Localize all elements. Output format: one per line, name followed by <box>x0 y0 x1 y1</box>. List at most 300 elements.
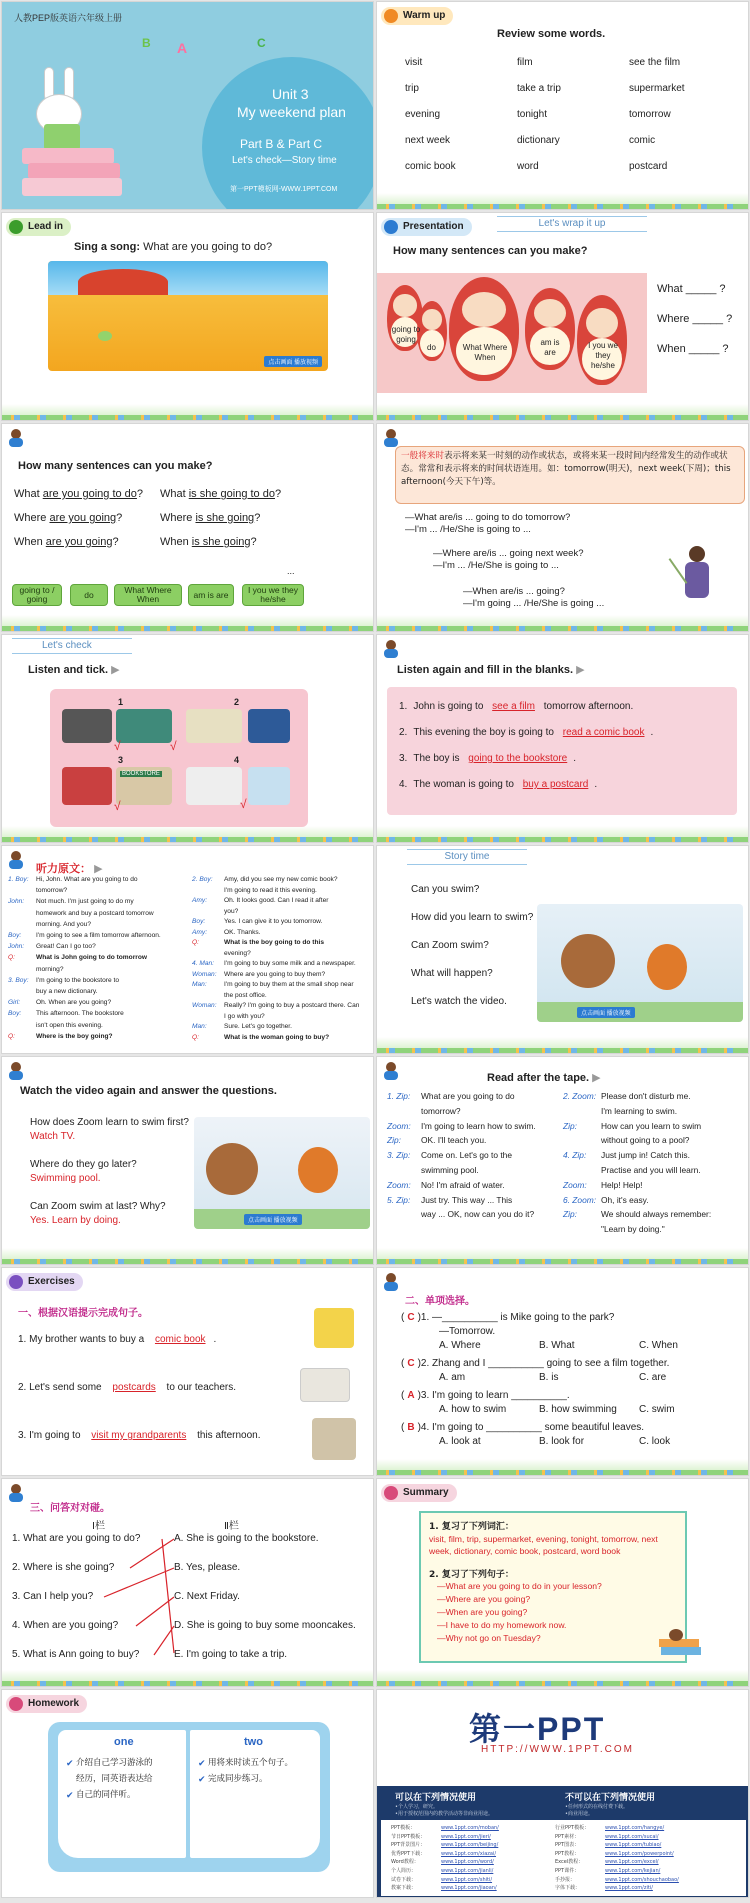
summary-sentence: —Why not go on Tuesday? <box>437 1633 541 1643</box>
match-answer: E. I'm going to take a trip. <box>174 1649 288 1660</box>
line-text: I'm going to the bookstore to <box>36 976 119 984</box>
column-a-label: Ⅰ栏 <box>92 1521 105 1532</box>
story-video[interactable] <box>537 904 743 1022</box>
unit-label: Unit 3 <box>272 86 309 102</box>
dialogue-line <box>8 887 67 894</box>
dialogue-line <box>387 1195 512 1205</box>
dialogue-line <box>192 981 354 988</box>
link-url[interactable]: www.1ppt.com/excel/ <box>605 1859 659 1866</box>
deco-letter: A <box>177 40 188 56</box>
link-url[interactable]: www.1ppt.com/powerpoint/ <box>605 1850 674 1857</box>
item-text: this afternoon. <box>194 1430 261 1441</box>
blank-question: Where _____ ? <box>657 313 733 325</box>
link-url[interactable]: www.1ppt.com/word/ <box>441 1859 494 1866</box>
line-text: "Learn by doing." <box>601 1224 665 1235</box>
part-label: Part B & Part C <box>240 137 323 151</box>
tick-mark: √ <box>114 799 121 813</box>
option-picture[interactable] <box>116 709 172 743</box>
column-b-label: Ⅱ栏 <box>224 1521 239 1532</box>
deco-letter: B <box>142 36 151 50</box>
doll-label: I you we they he/she <box>588 341 618 370</box>
line-text: No! I'm afraid of water. <box>421 1179 505 1190</box>
note-keyword: 一般将来时 <box>401 451 444 461</box>
question-text: )2. Zhang and I __________ going to see a film together. <box>417 1358 670 1369</box>
line-text: Please don't disturb me. <box>601 1091 691 1101</box>
dialogue-line <box>192 1023 292 1030</box>
choice-option: B. is <box>539 1372 559 1383</box>
sentence-mark: ? <box>254 512 261 524</box>
item-text: . <box>594 779 598 790</box>
link-url[interactable]: www.1ppt.com/moban/ <box>441 1825 499 1831</box>
doll-label: What Where When <box>462 343 508 362</box>
link-label: 节日PPT模板： <box>391 1833 426 1840</box>
line-text: Yes. I can give it to you tomorrow. <box>224 918 323 925</box>
line-text: evening? <box>224 949 251 957</box>
dialogue-line <box>563 1121 701 1131</box>
dialogue-line <box>8 1010 124 1017</box>
link-row <box>391 1824 499 1831</box>
song-video[interactable] <box>48 261 328 371</box>
blank-item <box>399 701 633 712</box>
tick-mark: √ <box>170 739 177 753</box>
dialogue-line <box>8 910 154 917</box>
line-text: morning? <box>36 965 64 973</box>
match-answer: A. She is going to the bookstore. <box>174 1533 319 1544</box>
speaker-icon[interactable]: ▶ <box>592 1072 601 1084</box>
line-text: Oh. It looks good. Can I read it after <box>224 897 329 904</box>
slide-heading: Watch the video again and answer the questions. <box>20 1085 277 1097</box>
link-url[interactable]: www.1ppt.com/xiazai/ <box>441 1850 497 1857</box>
word-pill: I you we they he/she <box>242 584 304 606</box>
tick-mark: √ <box>240 797 247 811</box>
section-badge <box>6 1695 87 1713</box>
link-row <box>555 1867 660 1874</box>
dialogue-line <box>387 1091 515 1101</box>
speaker-label: Man: <box>192 981 207 988</box>
speaker-label: Zoom: <box>387 1120 411 1131</box>
dialogue-line <box>563 1224 665 1234</box>
blank-item <box>399 753 576 764</box>
slide-exercises[interactable] <box>1 1267 374 1476</box>
line-text: How can you learn to swim <box>601 1120 702 1131</box>
question-reply: —Tomorrow. <box>439 1326 496 1337</box>
grass-decoration <box>377 1459 748 1475</box>
option-picture[interactable] <box>62 767 112 805</box>
link-url[interactable]: www.1ppt.com/jiaoan/ <box>441 1885 497 1892</box>
play-video-button[interactable]: 点击画面 播放视频 <box>577 1007 635 1018</box>
link-url[interactable]: www.1ppt.com/hangye/ <box>605 1825 665 1831</box>
slide-heading <box>36 860 103 876</box>
choice-option: C. are <box>639 1372 667 1383</box>
link-url[interactable]: www.1ppt.com/jieri/ <box>441 1833 491 1840</box>
summary-sentence: —When are you going? <box>437 1607 528 1617</box>
speaker-label: Zip: <box>387 1135 401 1146</box>
dialogue-line <box>563 1209 711 1219</box>
link-url[interactable]: www.1ppt.com/shouchaobao/ <box>605 1876 679 1883</box>
option-picture[interactable] <box>186 767 242 805</box>
vocab-word: postcard <box>629 161 668 172</box>
line-text: Just try. This way ... This <box>421 1194 513 1205</box>
line-text: What is John going to do tomorrow <box>36 954 147 962</box>
link-label: PPT背景图片： <box>391 1842 426 1849</box>
item-text: John is going to <box>413 701 487 712</box>
pattern-line: —What are/is ... going to do tomorrow? <box>405 512 571 523</box>
dialogue-line <box>192 908 238 915</box>
speaker-label: Girl: <box>8 999 21 1007</box>
slide-heading: Review some words. <box>497 28 606 40</box>
teacher-illustration <box>677 546 717 616</box>
link-url[interactable]: www.1ppt.com/shiti/ <box>441 1876 493 1883</box>
speaker-label: Amy: <box>192 928 208 936</box>
line-text: Hi, John. What are you going to do <box>36 876 138 883</box>
speaker-label: Zip: <box>563 1209 577 1220</box>
grandparents-picture <box>312 1418 356 1460</box>
sentence-word: When <box>14 536 46 548</box>
link-url[interactable]: www.1ppt.com/jianli/ <box>441 1868 494 1874</box>
speaker-label: 3. Boy: <box>8 976 29 984</box>
dialogue-line <box>192 887 317 894</box>
link-url[interactable]: www.1ppt.com/beijing/ <box>441 1842 499 1849</box>
section-ribbon: Story time <box>407 849 527 865</box>
speaker-label: Boy: <box>8 1010 22 1018</box>
item-text: . <box>213 1334 217 1345</box>
item-number: 3. <box>399 753 408 764</box>
speaker-label: 2. Boy: <box>192 876 213 883</box>
usage-note: •个人学习，研究。 <box>395 1804 438 1810</box>
dialogue-line <box>8 1033 113 1040</box>
dialogue-line <box>192 939 324 946</box>
sentence-item <box>160 512 260 524</box>
badge-label: Summary <box>403 1487 449 1498</box>
flower-icon <box>9 1697 23 1711</box>
exercise-item <box>18 1430 260 1441</box>
question-text: )1. —__________ is Mike going to the park? <box>417 1312 615 1323</box>
sentence-mark: ? <box>250 536 257 548</box>
song-question <box>74 241 272 253</box>
choice-option: C. When <box>639 1340 678 1351</box>
speaker-label: 6. Zoom: <box>563 1194 597 1205</box>
item-text: 1. My brother wants to buy a <box>18 1334 147 1345</box>
link-label: PPT课件： <box>555 1868 580 1874</box>
section-badge <box>6 1273 83 1291</box>
sentence-mark: ? <box>112 536 119 548</box>
heading-text: Listen again and fill in the blanks. <box>397 664 574 676</box>
badge-label: Warm up <box>403 10 446 21</box>
vocab-word: visit <box>405 57 423 68</box>
play-video-button[interactable]: 点击画面 播放视频 <box>264 356 322 367</box>
grass-decoration <box>2 826 373 842</box>
flower-icon <box>9 1275 23 1289</box>
slide-fill-blanks[interactable] <box>376 634 749 843</box>
link-url[interactable]: www.1ppt.com/kejian/ <box>605 1868 661 1874</box>
grass-decoration <box>377 826 748 842</box>
link-label: PPT素材： <box>555 1833 580 1840</box>
badge-label: Homework <box>28 1698 80 1709</box>
link-label: 字体下载： <box>555 1885 581 1892</box>
dialogue-line <box>8 943 96 950</box>
question-text: )4. I'm going to __________ some beautiful leaves. <box>417 1422 645 1433</box>
summary-words: visit, film, trip, supermarket, evening, tonight, tomorrow, next week, dictionary, comic book, postcard, word book <box>429 1534 658 1556</box>
speaker-label: 1. Zip: <box>387 1091 411 1101</box>
speaker-label: 3. Zip: <box>387 1150 411 1161</box>
line-text: tomorrow? <box>421 1105 461 1116</box>
pattern-line: —I'm ... /He/She is going to ... <box>433 560 559 571</box>
choice-option: A. am <box>439 1372 466 1383</box>
answer-text: Watch TV. <box>30 1131 76 1142</box>
item-text: The woman is going to <box>413 779 517 790</box>
line-text: OK. Thanks. <box>224 928 261 936</box>
slide-transcript[interactable] <box>1 845 374 1054</box>
choice-option: A. Where <box>439 1340 481 1351</box>
check-icon: ✔ <box>198 1774 206 1784</box>
question-item <box>401 1422 644 1433</box>
match-answer: B. Yes, please. <box>174 1562 241 1573</box>
link-row <box>555 1824 664 1831</box>
dialogue-line <box>563 1195 649 1205</box>
vocab-word: evening <box>405 109 441 120</box>
option-picture[interactable] <box>116 767 172 805</box>
vocab-word: tomorrow <box>629 109 671 120</box>
section-badge <box>381 218 472 236</box>
postcard-picture <box>300 1368 350 1402</box>
word-pill: am is are <box>188 584 234 606</box>
vocab-word: word <box>517 161 539 172</box>
link-row <box>555 1833 659 1840</box>
item-number: 1. <box>399 701 408 712</box>
sentence-phrase: are you going to do <box>42 488 137 500</box>
option-picture[interactable] <box>186 709 242 743</box>
slide-heading <box>28 663 120 676</box>
line-text: Amy, did you see my new comic book? <box>224 876 338 883</box>
line-text: tomorrow? <box>36 887 68 895</box>
blank-item <box>399 727 653 738</box>
speaker-label: 5. Zip: <box>387 1194 411 1205</box>
line-text: We should always remember: <box>601 1209 712 1220</box>
slide-homework[interactable] <box>1 1689 374 1898</box>
dialogue-line <box>192 918 322 925</box>
homework-line: 自己的同伴听。 <box>76 1790 136 1800</box>
blank-answer: visit my grandparents <box>91 1430 187 1441</box>
sentence-word: When <box>160 536 192 548</box>
choice-answer: A <box>407 1390 415 1401</box>
speaker-label: 2. Zoom: <box>563 1091 597 1101</box>
page-two-title: two <box>244 1736 263 1748</box>
exercise-heading: 二、单项选择。 <box>405 1296 475 1307</box>
slide-warm-up[interactable] <box>376 1 749 210</box>
grass-decoration <box>2 1670 373 1686</box>
option-picture[interactable] <box>248 767 290 805</box>
choice-answer: B <box>407 1422 415 1433</box>
dialogue-line <box>563 1091 691 1101</box>
speaker-label: John: <box>8 898 25 906</box>
vocab-word: comic <box>629 135 656 146</box>
slide-lead-in[interactable] <box>1 212 374 421</box>
slide-heading: How many sentences can you make? <box>393 245 588 257</box>
speaker-label: 4. Man: <box>192 960 214 967</box>
speaker-label: Zoom: <box>387 1179 411 1190</box>
grass-decoration <box>377 615 748 631</box>
speaker-icon[interactable]: ▶ <box>111 664 120 676</box>
exercise-heading: 一、根据汉语提示完成句子。 <box>18 1308 148 1319</box>
speaker-label: Q: <box>192 939 199 946</box>
usage-allowed-title: 可以在下列情况使用 <box>395 1793 477 1803</box>
boy-mascot-icon <box>383 1062 399 1080</box>
speaker-icon[interactable]: ▶ <box>576 664 585 676</box>
slide-credits[interactable] <box>376 1689 749 1898</box>
usage-note: •任何形式的在线付费下载。 <box>565 1804 628 1810</box>
slide-matching[interactable] <box>1 1478 374 1687</box>
heading-text: Listen and tick. <box>28 664 109 676</box>
question-item <box>401 1358 669 1369</box>
slide-watch-answer[interactable] <box>1 1056 374 1265</box>
story-question: Can Zoom swim? <box>411 940 489 951</box>
play-video-button[interactable]: 点击画面 播放视频 <box>244 1214 302 1225</box>
doll-label: do <box>427 343 436 352</box>
pattern-line: —Where are/is ... going next week? <box>433 548 584 559</box>
match-question: 2. Where is she going? <box>12 1562 115 1573</box>
story-question: Can you swim? <box>411 884 480 895</box>
line-text: Sure. Let's go together. <box>224 1023 292 1030</box>
dialogue-line <box>387 1180 505 1190</box>
dialogue-line <box>192 929 261 936</box>
link-label: Excel教程： <box>555 1859 584 1866</box>
match-question: 5. What is Ann going to buy? <box>12 1649 140 1660</box>
sentence-phrase: is she going to do <box>188 488 275 500</box>
vocab-word: take a trip <box>517 83 561 94</box>
item-number: 2. <box>399 727 408 738</box>
link-row <box>555 1876 679 1883</box>
link-label: 行业PPT模板： <box>555 1825 590 1831</box>
slide-grammar-note[interactable] <box>376 423 749 632</box>
sentence-item <box>160 488 281 500</box>
heading-text: Read after the tape. <box>487 1072 590 1084</box>
doll-label: going to going <box>391 325 421 344</box>
link-row <box>391 1858 494 1865</box>
link-row <box>555 1858 659 1865</box>
speaker-label: Boy: <box>8 932 22 939</box>
slide-sentences[interactable] <box>1 423 374 632</box>
speaker-icon[interactable]: ▶ <box>94 863 103 875</box>
line-text: OK. I'll teach you. <box>421 1135 487 1146</box>
sentence-item <box>14 488 143 500</box>
dialogue-line <box>8 966 64 973</box>
nesting-doll <box>449 277 519 381</box>
option-picture[interactable] <box>248 709 290 743</box>
line-text: I go with you? <box>224 1012 265 1020</box>
sentence-word: What <box>160 488 189 500</box>
line-text: isn't open this evening. <box>36 1021 103 1029</box>
line-text: morning. And you? <box>36 920 91 928</box>
speaker-label: John: <box>8 943 25 951</box>
link-label: 教案下载： <box>391 1885 417 1892</box>
sentence-item <box>160 536 257 548</box>
vocab-word: film <box>517 57 533 68</box>
slide-presentation[interactable] <box>376 212 749 421</box>
pattern-line: —I'm ... /He/She is going to ... <box>405 524 531 535</box>
line-text: Oh, it's easy. <box>601 1194 649 1205</box>
boy-mascot-icon <box>8 1062 24 1080</box>
summary-sentence: —I have to do my homework now. <box>437 1620 567 1630</box>
blank-answer: comic book <box>154 1334 206 1345</box>
option-picture[interactable] <box>62 709 112 743</box>
speaker-label: Q: <box>192 1033 199 1041</box>
picture-number: 3 <box>118 755 124 765</box>
dialogue-line <box>8 977 119 984</box>
slide-heading <box>487 1071 601 1084</box>
vocab-word: see the film <box>629 57 681 68</box>
link-url[interactable]: www.1ppt.com/sucai/ <box>605 1833 659 1840</box>
link-url[interactable]: www.1ppt.com/ziti/ <box>605 1885 653 1892</box>
sentence-word: Where <box>160 512 196 524</box>
question-text: )3. I'm going to learn __________. <box>417 1390 570 1401</box>
story-video[interactable] <box>194 1117 370 1229</box>
slide-title[interactable] <box>1 1 374 210</box>
grass-decoration <box>2 615 373 631</box>
summary-sentence: —What are you going to do in your lesson? <box>437 1581 602 1591</box>
blank-answer: buy a postcard <box>522 779 589 790</box>
section-badge <box>381 7 453 25</box>
deco-letter: C <box>257 36 266 50</box>
dialogue-line <box>563 1150 690 1160</box>
dialogue-line <box>8 999 111 1006</box>
exercise-item <box>18 1382 236 1393</box>
pattern-line: —I'm going ... /He/She is going ... <box>463 598 605 609</box>
dialogue-line <box>192 1034 329 1041</box>
vocab-word: next week <box>405 135 451 146</box>
link-label: Word教程： <box>391 1859 419 1866</box>
blank-item <box>399 779 597 790</box>
link-label: PPT图表： <box>555 1842 580 1849</box>
line-text: I'm going to see a film tomorrow afternoon. <box>36 932 161 939</box>
boy-mascot-icon <box>383 429 399 447</box>
slide-summary[interactable] <box>376 1478 749 1687</box>
sentence-mark: ? <box>136 488 144 500</box>
sentence-item <box>14 512 122 524</box>
speaker-label: Man: <box>192 1023 207 1030</box>
story-question: How did you learn to swim? <box>411 912 534 923</box>
slide-single-choice[interactable] <box>376 1267 749 1476</box>
dialogue-line <box>192 1002 359 1009</box>
dialogue-line <box>387 1150 512 1160</box>
line-text: Come on. Let's go to the <box>421 1150 512 1161</box>
slide-read-tape[interactable] <box>376 1056 749 1265</box>
ellipsis: ... <box>287 566 295 576</box>
slide-heading <box>397 663 585 676</box>
line-text: Practise and you will learn. <box>601 1165 701 1175</box>
link-label: 手抄报： <box>555 1876 576 1883</box>
slide-lets-check[interactable] <box>1 634 374 843</box>
bracket: ( <box>401 1312 405 1323</box>
speaker-label: Amy: <box>192 897 208 904</box>
section-ribbon: Let's wrap it up <box>497 216 647 232</box>
item-text: The boy is <box>413 753 463 764</box>
site-label: 第一PPT模板网-WWW.1PPT.COM <box>230 186 338 193</box>
dialogue-line <box>192 971 325 978</box>
grass-decoration <box>2 404 373 420</box>
dialogue-line <box>8 876 138 883</box>
speaker-label: 1. Boy: <box>8 876 29 883</box>
link-url[interactable]: www.1ppt.com/tubiao/ <box>605 1842 662 1849</box>
summary-heading: 1. 复习了下列词汇： <box>429 1522 514 1532</box>
vocab-word: trip <box>405 83 419 94</box>
speaker-label: Woman: <box>192 970 217 978</box>
slide-story-time[interactable] <box>376 845 749 1054</box>
grass-decoration <box>377 404 748 420</box>
word-pill: What Where When <box>114 584 182 606</box>
line-text: Just jump in! Catch this. <box>601 1150 690 1161</box>
usage-forbidden-title: 不可以在下列情况使用 <box>565 1793 656 1803</box>
exercise-heading: 三、问答对对碰。 <box>30 1503 110 1514</box>
